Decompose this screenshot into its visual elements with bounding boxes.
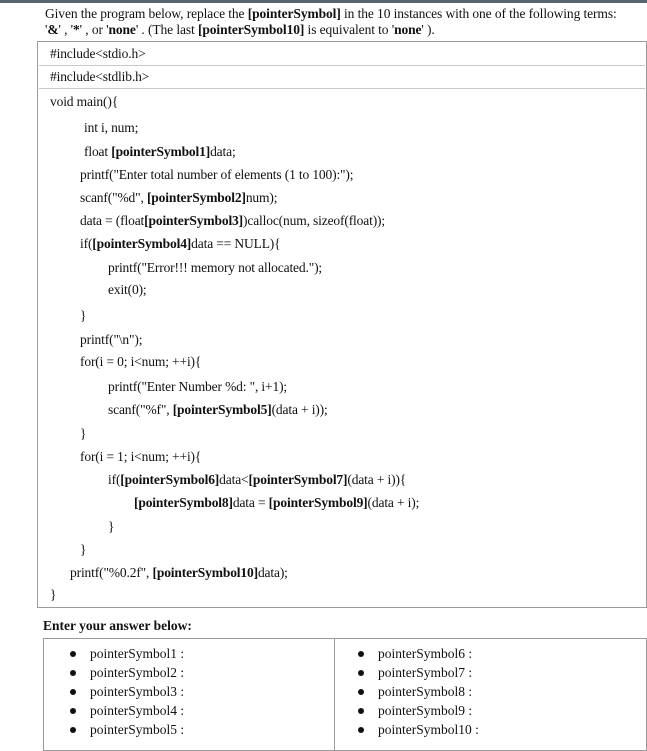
code-line: printf("%0.2f", [pointerSymbol10]data); bbox=[70, 565, 288, 580]
answer-item: pointerSymbol10 : bbox=[354, 720, 479, 739]
answer-item: pointerSymbol4 : bbox=[66, 701, 184, 720]
code-line: #include<stdio.h> bbox=[50, 46, 146, 61]
code-line: #include<stdlib.h> bbox=[50, 69, 150, 84]
answer-item: pointerSymbol9 : bbox=[354, 701, 479, 720]
question-intro: Given the program below, replace the [pointerSymbol] in the 10 instances with one of the following terms: '&' , '*' , or 'none' . (The last [pointerSymbol10] is equivalent to 'none' ). bbox=[45, 6, 617, 37]
top-edge-bar bbox=[0, 0, 647, 3]
code-table bbox=[37, 41, 647, 608]
code-line: } bbox=[80, 542, 87, 557]
code-line: printf("Enter Number %d: ", i+1); bbox=[108, 379, 288, 394]
code-line: printf("Error!!! memory not allocated."); bbox=[108, 260, 323, 275]
code-line: exit(0); bbox=[108, 282, 147, 297]
code-line: float [pointerSymbol1]data; bbox=[84, 144, 236, 159]
code-line: } bbox=[108, 519, 115, 534]
answer-item: pointerSymbol8 : bbox=[354, 682, 479, 701]
code-line: } bbox=[50, 587, 57, 602]
code-line: scanf("%d", [pointerSymbol2]num); bbox=[80, 190, 278, 205]
row-divider bbox=[39, 88, 645, 89]
code-line: if([pointerSymbol6]data<[pointerSymbol7](data + i)){ bbox=[108, 472, 407, 487]
column-divider bbox=[334, 639, 335, 750]
answer-list-right bbox=[354, 644, 479, 739]
answer-table bbox=[43, 638, 647, 751]
code-line: if([pointerSymbol4]data == NULL){ bbox=[80, 236, 281, 251]
answer-item: pointerSymbol2 : bbox=[66, 663, 184, 682]
code-line: } bbox=[80, 308, 87, 323]
code-line: int i, num; bbox=[84, 120, 139, 135]
answer-heading: Enter your answer below: bbox=[43, 618, 192, 633]
code-line: for(i = 1; i<num; ++i){ bbox=[80, 449, 202, 464]
code-line: printf("\n"); bbox=[80, 332, 143, 347]
answer-item: pointerSymbol1 : bbox=[66, 644, 184, 663]
code-line: void main(){ bbox=[50, 94, 119, 109]
row-divider bbox=[39, 65, 645, 66]
code-line: scanf("%f", [pointerSymbol5](data + i)); bbox=[108, 402, 328, 417]
answer-item: pointerSymbol6 : bbox=[354, 644, 479, 663]
code-line: [pointerSymbol8]data = [pointerSymbol9](data + i); bbox=[134, 495, 420, 510]
answer-item: pointerSymbol7 : bbox=[354, 663, 479, 682]
code-line: data = (float[pointerSymbol3])calloc(num, sizeof(float)); bbox=[80, 213, 385, 228]
answer-list-left bbox=[66, 644, 184, 739]
answer-item: pointerSymbol5 : bbox=[66, 720, 184, 739]
code-line: } bbox=[80, 426, 87, 441]
code-line: printf("Enter total number of elements (1 to 100):"); bbox=[80, 167, 354, 182]
code-line: for(i = 0; i<num; ++i){ bbox=[80, 354, 202, 369]
answer-item: pointerSymbol3 : bbox=[66, 682, 184, 701]
